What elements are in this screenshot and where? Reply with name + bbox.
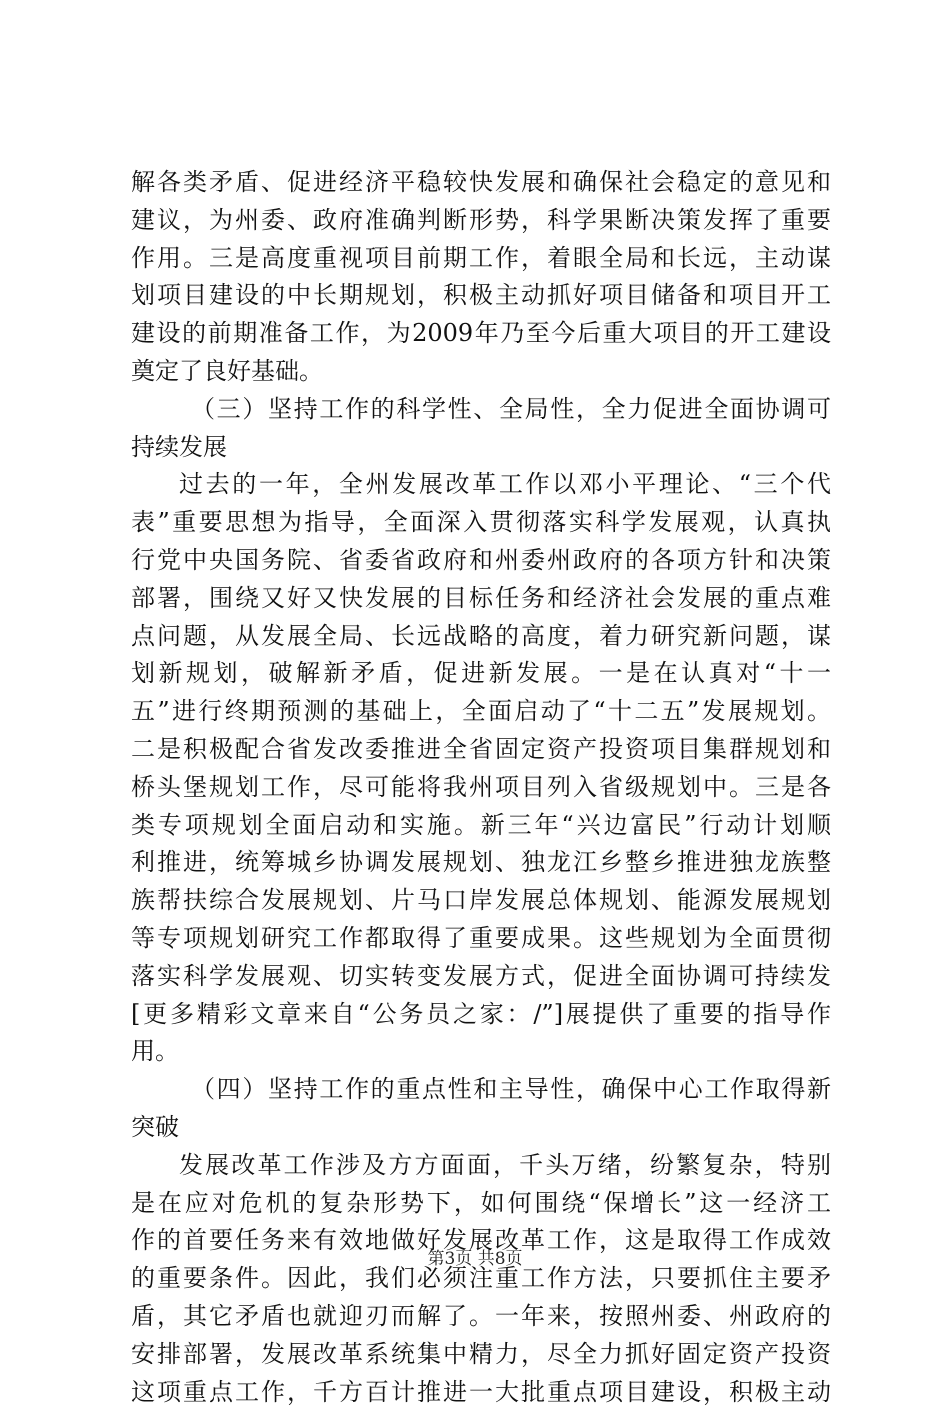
text-line: 桥头堡规划工作，尽可能将我州项目列入省级规划中。三是各 xyxy=(131,769,831,807)
text-line: 点问题，从发展全局、长远战略的高度，着力研究新问题，谋 xyxy=(131,618,831,656)
text-line: 解各类矛盾、促进经济平稳较快发展和确保社会稳定的意见和 xyxy=(131,164,831,202)
document-body xyxy=(131,164,831,1411)
text-line: 发展改革工作涉及方方面面，千头万绪，纷繁复杂，特别 xyxy=(131,1147,831,1185)
page-footer xyxy=(0,1244,950,1269)
text-line: 的重要条件。因此，我们必须注重工作方法，只要抓住主要矛 xyxy=(131,1260,831,1298)
text-line: 奠定了良好基础。 xyxy=(131,353,831,391)
text-line: [更多精彩文章来自“公务员之家：/”]展提供了重要的指导作 xyxy=(131,996,831,1034)
text-line: 族帮扶综合发展规划、片马口岸发展总体规划、能源发展规划 xyxy=(131,882,831,920)
text-line: 落实科学发展观、切实转变发展方式，促进全面协调可持续发 xyxy=(131,958,831,996)
text-line: 用。 xyxy=(131,1033,831,1071)
text-line: 建议，为州委、政府准确判断形势，科学果断决策发挥了重要 xyxy=(131,202,831,240)
section-heading: （三）坚持工作的科学性、全局性，全力促进全面协调可 xyxy=(131,391,831,429)
text-line: 盾，其它矛盾也就迎刃而解了。一年来，按照州委、州政府的 xyxy=(131,1298,831,1336)
text-line: 是在应对危机的复杂形势下，如何围绕“保增长”这一经济工 xyxy=(131,1185,831,1223)
page-number: 第3页 共8页 xyxy=(427,1249,522,1269)
text-line: 二是积极配合省发改委推进全省固定资产投资项目集群规划和 xyxy=(131,731,831,769)
text-line: 作的首要任务来有效地做好发展改革工作，这是取得工作成效 xyxy=(131,1222,831,1260)
text-line: 等专项规划研究工作都取得了重要成果。这些规划为全面贯彻 xyxy=(131,920,831,958)
text-line: 安排部署，发展改革系统集中精力，尽全力抓好固定资产投资 xyxy=(131,1336,831,1374)
text-line: 作用。三是高度重视项目前期工作，着眼全局和长远，主动谋 xyxy=(131,240,831,278)
text-line: 部署，围绕又好又快发展的目标任务和经济社会发展的重点难 xyxy=(131,580,831,618)
section-heading: （四）坚持工作的重点性和主导性，确保中心工作取得新 xyxy=(131,1071,831,1109)
text-line: 过去的一年，全州发展改革工作以邓小平理论、“三个代 xyxy=(131,466,831,504)
text-line: 划项目建设的中长期规划，积极主动抓好项目储备和项目开工 xyxy=(131,277,831,315)
text-line: 表”重要思想为指导，全面深入贯彻落实科学发展观，认真执 xyxy=(131,504,831,542)
text-line: 划新规划，破解新矛盾，促进新发展。一是在认真对“十一 xyxy=(131,655,831,693)
section-heading: 突破 xyxy=(131,1109,831,1147)
text-line: 行党中央国务院、省委省政府和州委州政府的各项方针和决策 xyxy=(131,542,831,580)
text-line: 建设的前期准备工作，为2009年乃至今后重大项目的开工建设 xyxy=(131,315,831,353)
text-line: 这项重点工作，千方百计推进一大批重点项目建设，积极主动 xyxy=(131,1374,831,1411)
text-line: 五”进行终期预测的基础上，全面启动了“十二五”发展规划。 xyxy=(131,693,831,731)
text-line: 类专项规划全面启动和实施。新三年“兴边富民”行动计划顺 xyxy=(131,807,831,845)
text-line: 利推进，统筹城乡协调发展规划、独龙江乡整乡推进独龙族整 xyxy=(131,844,831,882)
section-heading: 持续发展 xyxy=(131,429,831,467)
